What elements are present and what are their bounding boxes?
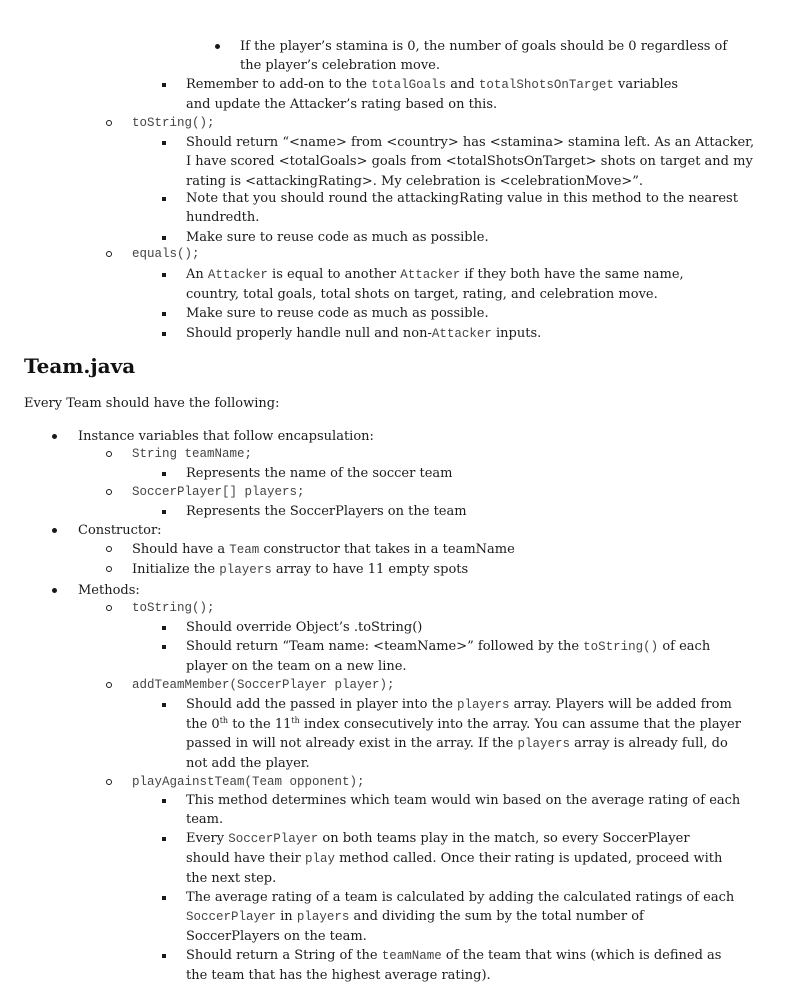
text-line: Every SoccerPlayer on both teams play in the match, so every SoccerPlayer <box>186 831 690 846</box>
text-line: Should add the passed in player into the players array. Players will be added from <box>186 697 732 712</box>
text-line: SoccerPlayer in players and dividing the sum by the total number of <box>186 909 644 924</box>
text-line: This method determines which team would win based on the average rating of each <box>186 793 741 808</box>
bullet <box>52 434 57 439</box>
bullet <box>106 566 112 572</box>
text-line: the next step. <box>186 871 277 886</box>
text-line: passed in will not already exist in the array. If the players array is already full, do <box>186 736 728 751</box>
bullet <box>162 141 166 145</box>
bullet <box>162 236 166 240</box>
bullet <box>162 896 166 900</box>
text-line: Represents the SoccerPlayers on the team <box>186 504 467 519</box>
text-line: Instance variables that follow encapsulation: <box>78 429 374 444</box>
text-line: I have scored <totalGoals> goals from <totalShotsOnTarget> shots on target and my <box>186 154 753 169</box>
text-line: Note that you should round the attackingRating value in this method to the nearest <box>186 191 738 206</box>
text-line: Represents the name of the soccer team <box>186 466 453 481</box>
text-line: Should return “Team name: <teamName>” followed by the toString() of each <box>186 639 711 654</box>
intro-text: Every Team should have the following: <box>24 396 280 411</box>
text-line: should have their play method called. Once their rating is updated, proceed with <box>186 851 723 866</box>
bullet <box>106 251 112 257</box>
text-line: An Attacker is equal to another Attacker if they both have the same name, <box>186 267 684 282</box>
text-line: Remember to add-on to the totalGoals and totalShotsOnTarget variables <box>186 77 679 92</box>
text-line: SoccerPlayers on the team. <box>186 929 367 944</box>
bullet <box>106 779 112 785</box>
text-line: Should return a String of the teamName of the team that wins (which is defined as <box>186 948 722 963</box>
bullet <box>106 120 112 126</box>
bullet <box>162 626 166 630</box>
method-signature: playAgainstTeam(Team opponent); <box>132 775 365 789</box>
text-line: rating is <attackingRating>. My celebration is <celebrationMove>”. <box>186 174 644 189</box>
bullet <box>162 273 166 277</box>
method-signature: addTeamMember(SoccerPlayer player); <box>132 678 395 692</box>
text-line: the player’s celebration move. <box>240 58 440 73</box>
bullet <box>162 837 166 841</box>
text-line: the team that has the highest average rating). <box>186 968 491 983</box>
method-signature: toString(); <box>132 601 215 615</box>
text-line: Should properly handle null and non-Attacker inputs. <box>186 326 542 341</box>
text-line: Methods: <box>78 583 140 598</box>
bullet <box>106 605 112 611</box>
text-line: the 0th to the 11th index consecutively into the array. You can assume that the player <box>186 716 741 732</box>
text-line: Should have a Team constructor that takes in a teamName <box>132 542 515 557</box>
variable-signature: SoccerPlayer[] players; <box>132 485 305 499</box>
text-line: Make sure to reuse code as much as possible. <box>186 306 489 321</box>
text-line: Make sure to reuse code as much as possible. <box>186 230 489 245</box>
text-line: hundredth. <box>186 210 260 225</box>
bullet <box>106 546 112 552</box>
text-line: Should override Object’s .toString() <box>186 620 423 635</box>
bullet <box>106 451 112 457</box>
bullet <box>162 312 166 316</box>
method-signature: equals(); <box>132 247 200 261</box>
text-line: Constructor: <box>78 523 162 538</box>
bullet <box>162 799 166 803</box>
bullet <box>162 954 166 958</box>
text-line: not add the player. <box>186 756 310 771</box>
text-line: player on the team on a new line. <box>186 659 407 674</box>
bullet <box>162 197 166 201</box>
text-line: Should return “<name> from <country> has <stamina> stamina left. As an Attacker, <box>186 135 755 150</box>
bullet <box>162 83 166 87</box>
bullet <box>52 528 57 533</box>
bullet <box>162 510 166 514</box>
text-line: country, total goals, total shots on target, rating, and celebration move. <box>186 287 658 302</box>
bullet <box>162 703 166 707</box>
text-line: If the player’s stamina is 0, the number of goals should be 0 regardless of <box>240 39 728 54</box>
text-line: Initialize the players array to have 11 empty spots <box>132 562 469 577</box>
bullet <box>162 332 166 336</box>
bullet <box>162 645 166 649</box>
text-line: and update the Attacker’s rating based on this. <box>186 97 498 112</box>
text-line: team. <box>186 812 224 827</box>
variable-signature: String teamName; <box>132 447 253 461</box>
text-line: The average rating of a team is calculated by adding the calculated ratings of each <box>186 890 735 905</box>
section-heading: Team.java <box>24 354 136 378</box>
bullet <box>162 472 166 476</box>
bullet <box>52 588 57 593</box>
bullet <box>215 44 220 49</box>
method-signature: toString(); <box>132 116 215 130</box>
bullet <box>106 489 112 495</box>
bullet <box>106 682 112 688</box>
